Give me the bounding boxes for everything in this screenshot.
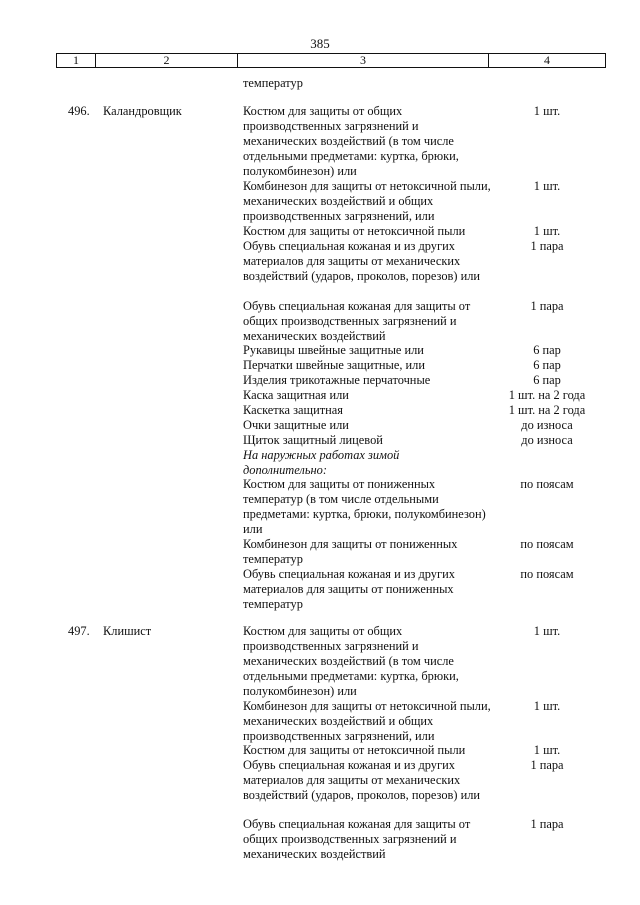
item-quantity: до износа — [521, 433, 573, 447]
item-text: Костюм для защиты от нетоксичной пыли — [243, 224, 466, 238]
item-quantity: 1 пара — [530, 239, 564, 253]
column-header-1: 1 — [73, 53, 79, 67]
item-text: Рукавицы швейные защитные или — [243, 343, 424, 357]
item-text: Обувь специальная кожаная для защиты от общих производственных загрязнений и механических воздействий — [243, 817, 471, 861]
item-text: Обувь специальная кожаная и из других материалов для защиты от механических воздействий (ударов, проколов, порезов) или — [243, 239, 481, 283]
item-quantity: до износа — [521, 418, 573, 432]
item-text: Очки защитные или — [243, 418, 349, 432]
profession-name: Каландровщик — [103, 104, 182, 118]
item-text: Комбинезон для защиты от нетоксичной пыли, механических воздействий и общих производственных загрязнений, или — [243, 179, 491, 223]
item-quantity: 1 шт. — [533, 179, 561, 193]
entry-number: 496. — [68, 104, 90, 118]
item-text: Обувь специальная кожаная и из других материалов для защиты от механических воздействий (ударов, проколов, порезов) или — [243, 758, 481, 802]
column-header-2: 2 — [163, 53, 170, 67]
item-quantity: 1 шт. — [533, 104, 561, 118]
item-text: Комбинезон для защиты от нетоксичной пыли, механических воздействий и общих производственных загрязнений, или — [243, 699, 491, 743]
item-quantity: 6 пар — [533, 373, 561, 387]
item-quantity: 1 пара — [530, 758, 564, 772]
item-text: Изделия трикотажные перчаточные — [243, 373, 431, 387]
section-note: На наружных работах зимой дополнительно: — [243, 448, 400, 477]
item-quantity: по поясам — [520, 537, 574, 551]
column-header-4: 4 — [544, 53, 550, 67]
item-text: Щиток защитный лицевой — [243, 433, 383, 447]
item-text: Обувь специальная кожаная для защиты от общих производственных загрязнений и механических воздействий — [243, 299, 471, 343]
column-header-3: 3 — [360, 53, 366, 67]
entry-number: 497. — [68, 624, 90, 638]
page-number: 385 — [310, 36, 330, 51]
item-text: Обувь специальная кожаная и из других материалов для защиты от пониженных температур — [243, 567, 455, 611]
item-text: Перчатки швейные защитные, или — [243, 358, 425, 372]
item-quantity: по поясам — [520, 567, 574, 581]
item-quantity: 1 пара — [530, 299, 564, 313]
profession-name: Клишист — [103, 624, 152, 638]
item-quantity: 1 шт. — [533, 743, 561, 757]
item-quantity: 6 пар — [533, 358, 561, 372]
item-text: Костюм для защиты от общих производственных загрязнений и механических воздействий (в том числе отдельными предметами: куртка, брюки, полукомбинезон) или — [243, 104, 459, 178]
column-header-row — [56, 53, 606, 68]
item-text: Костюм для защиты от нетоксичной пыли — [243, 743, 466, 757]
item-quantity: 1 шт. — [533, 224, 561, 238]
item-text: Костюм для защиты от пониженных температур (в том числе отдельными предметами: куртка, брюки, полукомбинезон) или — [243, 477, 486, 536]
item-text: Комбинезон для защиты от пониженных температур — [243, 537, 458, 566]
item-quantity: по поясам — [520, 477, 574, 491]
item-text: Каскетка защитная — [243, 403, 343, 417]
item-quantity: 1 шт. — [533, 699, 561, 713]
item-quantity: 1 шт. на 2 года — [508, 403, 586, 417]
item-quantity: 1 шт. на 2 года — [508, 388, 586, 402]
item-text: Каска защитная или — [243, 388, 349, 402]
item-quantity: 1 шт. — [533, 624, 561, 638]
item-quantity: 1 пара — [530, 817, 564, 831]
item-text: Костюм для защиты от общих производственных загрязнений и механических воздействий (в том числе отдельными предметами: куртка, брюки, полукомбинезон) или — [243, 624, 459, 698]
item-quantity: 6 пар — [533, 343, 561, 357]
item-text: температур — [243, 76, 303, 90]
